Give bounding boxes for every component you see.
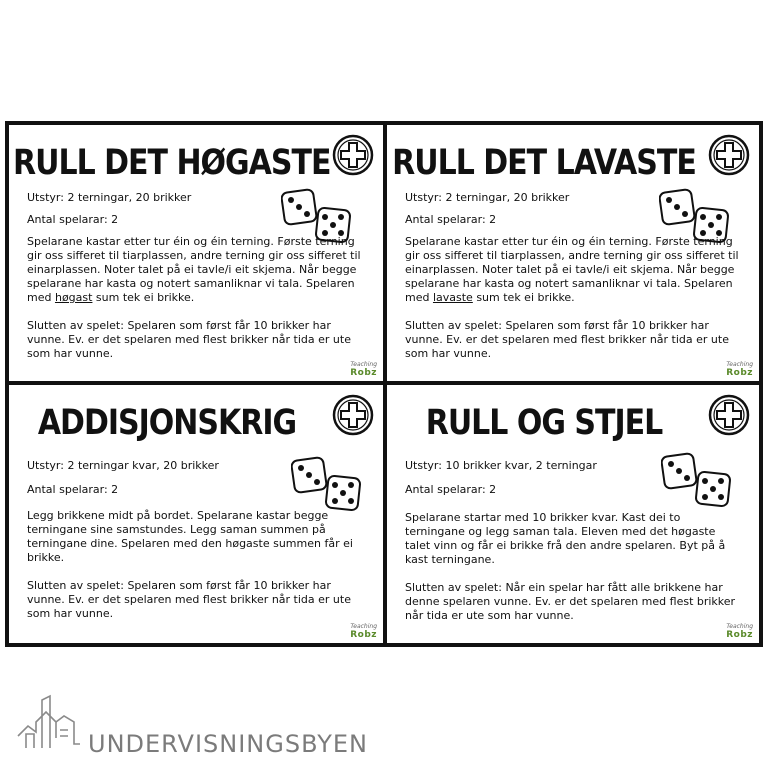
ending-text: Slutten av spelet: Spelaren som først får 10 brikker har vunne. Ev. er det spelaren med flest brikker når tida er ute som har vunne. <box>27 579 351 620</box>
rules-text <box>405 235 743 361</box>
card-title: RULL OG STJEL <box>425 403 663 444</box>
brand-bottom: Robz <box>350 368 377 378</box>
card-title: ADDISJONSKRIG <box>37 403 297 444</box>
rules-text <box>27 509 353 621</box>
brand-top: Teaching <box>726 361 753 368</box>
city-skyline-logo <box>16 692 82 750</box>
game-card-rull-det-lavaste <box>383 121 763 385</box>
rules-before: Legg brikkene midt på bordet. Spelarane kastar begge terningane sine samstundes. Legg saman summen på terningane dine. Spelaren med den høgaste summen får ei brikke. <box>27 509 353 564</box>
brand-top: Teaching <box>350 623 377 630</box>
card-title: RULL DET HØGASTE <box>13 143 331 184</box>
brand-bottom: Robz <box>726 368 753 378</box>
rules-before: Spelarane kastar etter tur éin og éin terning. Første terning gir oss sifferet til tiarplassen, andre terning gir oss sifferet til einarplassen. Noter talet på ei tavle/i eit skjema. Når begge spelarane har kasta og notert samanliknar vi tala. Spelaren med <box>27 235 361 304</box>
ending-text: Slutten av spelet: Spelaren som først får 10 brikker har vunne. Ev. er det spelaren med flest brikker når tida er ute som har vunne. <box>27 319 351 360</box>
rules-text <box>405 511 743 623</box>
brand-logo <box>345 623 377 639</box>
rules-before: Spelarane startar med 10 brikker kvar. Kast dei to terningane og legg saman tala. Eleven med det høgaste talet vinn og får ei brikke frå den andre spelaren. Byt på å kast terningane. <box>405 511 726 566</box>
ending-text: Slutten av spelet: Når ein spelar har fått alle brikkene har denne spelaren vunne. Ev. er det spelaren med flest brikker når tida er ute som har vunne. <box>405 581 736 622</box>
card-title: RULL DET LAVASTE <box>392 143 696 184</box>
players-text: Antal spelarar: 2 <box>405 213 497 226</box>
footer-brand-name: UNDERVISNINGSBYEN <box>88 730 369 758</box>
players-text: Antal spelarar: 2 <box>27 483 119 496</box>
game-card-addisjonskrig <box>5 381 387 647</box>
rules-emphasis: lavaste <box>432 291 473 304</box>
equipment-text: Utstyr: 2 terningar kvar, 20 brikker <box>27 459 219 472</box>
dice-pair-icon <box>291 455 363 517</box>
players-text: Antal spelarar: 2 <box>27 213 119 226</box>
game-card-rull-det-hogaste <box>5 121 387 385</box>
brand-bottom: Robz <box>350 630 377 640</box>
brand-bottom: Robz <box>726 630 753 640</box>
plus-in-circle-icon <box>331 393 375 437</box>
rules-emphasis: høgast <box>54 291 93 304</box>
game-card-rull-og-stjel <box>383 381 763 647</box>
equipment-text: Utstyr: 2 terningar, 20 brikker <box>27 191 192 204</box>
equipment-text: Utstyr: 10 brikker kvar, 2 terningar <box>405 459 597 472</box>
brand-logo <box>721 623 753 639</box>
brand-logo <box>721 361 753 377</box>
equipment-text: Utstyr: 2 terningar, 20 brikker <box>405 191 570 204</box>
rules-after: sum tek ei brikke. <box>472 291 575 304</box>
ending-text: Slutten av spelet: Spelaren som først får 10 brikker har vunne. Ev. er det spelaren med flest brikker når tida er ute som har vunne. <box>405 319 729 360</box>
rules-after: sum tek ei brikke. <box>92 291 195 304</box>
plus-in-circle-icon <box>707 133 751 177</box>
rules-before: Spelarane kastar etter tur éin og éin terning. Første terning gir oss sifferet til tiarplassen, andre terning gir oss sifferet til einarplassen. Noter talet på ei tavle/i eit skjema. Når begge spelarane har kasta og notert samanliknar vi tala. Spelaren med <box>405 235 739 304</box>
plus-in-circle-icon <box>331 133 375 177</box>
brand-top: Teaching <box>350 361 377 368</box>
rules-text <box>27 235 367 361</box>
dice-pair-icon <box>661 451 733 513</box>
brand-top: Teaching <box>726 623 753 630</box>
game-card-grid <box>5 121 763 647</box>
brand-logo <box>345 361 377 377</box>
plus-in-circle-icon <box>707 393 751 437</box>
players-text: Antal spelarar: 2 <box>405 483 497 496</box>
